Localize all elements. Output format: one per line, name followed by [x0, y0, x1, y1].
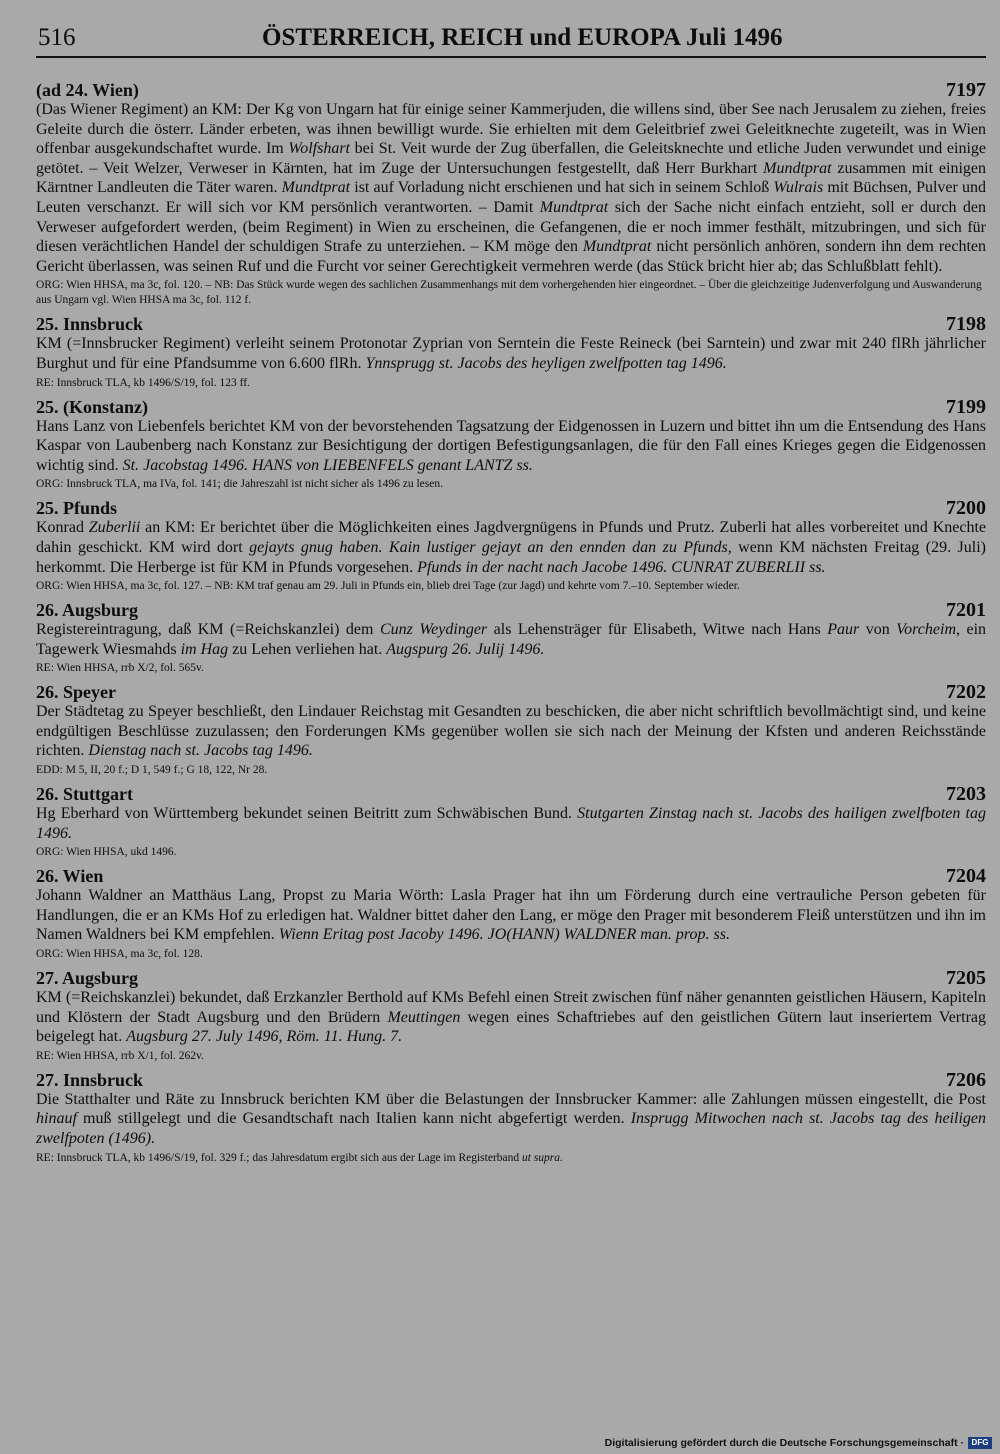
text-segment: Die Statthalter und Räte zu Innsbruck berichten KM über die Belastungen der Innsbrucker Kammer: alle Zahlungen müssen eingestellt, die Post: [36, 1090, 986, 1108]
italic-text-segment: im Hag: [180, 640, 229, 658]
source-segment: ORG: Wien HHSA, ukd 1496.: [36, 846, 177, 859]
entry-header: [36, 784, 986, 804]
entry-header: [36, 968, 986, 988]
italic-text-segment: Mundtprat: [763, 159, 832, 177]
regest-entry: [36, 600, 986, 676]
entry-date-place: 26. Wien: [36, 866, 104, 887]
italic-text-segment: Insprugg Mitwochen nach st. Jacobs tag des heiligen zwelfpoten (1496).: [36, 1110, 987, 1147]
entry-source: [36, 947, 986, 962]
entry-number: 7206: [946, 1068, 986, 1091]
italic-text-segment: Dienstag nach st. Jacobs tag 1496.: [88, 742, 313, 760]
italic-text-segment: Stutgarten Zinstag nach st. Jacobs des hailigen zwelfboten tag 1496.: [36, 805, 986, 842]
entry-number: 7198: [946, 313, 986, 336]
regest-entry: [36, 866, 986, 962]
entry-summary: [36, 417, 986, 476]
italic-text-segment: Ynnsprugg st. Jacobs des heyligen zwelfpotten tag 1496.: [365, 354, 727, 372]
text-segment: Der Städtetag zu Speyer beschließt, den Lindauer Reichstag mit Gesandten zu beschicken, die aber nicht schriftlich bevollmächtigt sind, und keine endgültigen Beschlüsse zuzulassen; den Forderungen KMs gegenüber wollen sie sich nach der Meinung der Kfsten und anderen Reichsstände richten.: [36, 703, 986, 760]
entry-number: 7204: [946, 865, 986, 888]
entry-date-place: 26. Stuttgart: [36, 784, 133, 805]
page-number: 516: [38, 24, 76, 51]
entry-header: [36, 1070, 986, 1090]
text-segment: Hans Lanz von Liebenfels berichtet KM von der bevorstehenden Tagsatzung der Eidgenossen in Luzern und bittet ihn um die Entsendung des Hans Kaspar von Laubenberg nach Konstanz zur Besichtigung der dortigen Befestigungsanlagen, die für den Fall eines Krieges gegen die Eidgenossen wichtig sind.: [36, 417, 986, 474]
italic-text-segment: Augspurg 26. Julij 1496.: [386, 640, 545, 658]
italic-text-segment: Mundtprat: [539, 198, 609, 216]
italic-text-segment: Paur: [827, 621, 860, 639]
text-segment: Konrad: [36, 519, 89, 537]
text-segment: nicht persönlich anhören, sondern ihn dem rechten Gericht überlassen, was seinen Ruf und die Furcht vor seiner Gerechtigkeit vermehren werde (das Stück bricht hier ab; das Schlußblatt fehlt).: [36, 238, 986, 275]
entry-header: [36, 600, 986, 620]
entry-date-place: 25. Pfunds: [36, 498, 118, 519]
text-segment: zu Lehen verliehen hat.: [228, 640, 387, 658]
italic-text-segment: Wulrais: [773, 179, 824, 197]
entry-summary: [36, 100, 986, 276]
entry-summary: [36, 702, 986, 761]
entry-number: 7200: [946, 497, 986, 520]
italic-text-segment: Vorcheim: [896, 621, 957, 639]
entry-source: [36, 376, 986, 391]
text-segment: KM (=Reichskanzlei) bekundet, daß Erzkanzler Berthold auf KMs Befehl einen Streit zwischen fünf näher genannten geistlichen Häusern, Kapiteln und Klöstern der Stadt Augsburg und den Brüdern: [36, 989, 986, 1026]
italic-text-segment: Wolfshart: [288, 140, 350, 158]
entry-source: [36, 1049, 986, 1064]
page-footer: [605, 1436, 992, 1450]
entry-date-place: 25. (Konstanz): [36, 396, 148, 417]
italic-text-segment: St. Jacobstag 1496. HANS von LIEBENFELS genant LANTZ ss.: [122, 456, 533, 474]
entry-source: [36, 763, 986, 778]
entry-source: [36, 1151, 986, 1166]
text-segment: , ein Tagewerk Wiesmahds: [36, 621, 987, 658]
text-segment: wenn KM nächsten Freitag (29. Juli) herkommt. Die Herberge ist für KM in Pfunds vorgesehen.: [36, 538, 986, 576]
source-segment: ORG: Wien HHSA, ma 3c, fol. 120. – NB: Das Stück wurde wegen des sachlichen Zusammenhangs mit dem vorhergehenden hier eingeordnet. – Über die gleichzeitige Judenverfolgung und Auswanderung aus Ungarn vgl. Wien HHSA ma 3c, fol. 112 f.: [36, 279, 982, 307]
text-segment: muß stillgelegt und die Gesandtschaft nach Italien kann nicht abgefertigt werden.: [76, 1110, 631, 1128]
source-segment: ORG: Innsbruck TLA, ma IVa, fol. 141; die Jahreszahl ist nicht sicher als 1496 zu lesen.: [36, 478, 443, 491]
italic-text-segment: Pfunds in der nacht nach Jacobe 1496. CUNRAT ZUBERLII ss.: [417, 558, 826, 576]
entry-summary: [36, 1090, 986, 1149]
entry-summary: [36, 518, 986, 577]
regest-entry: [36, 314, 986, 390]
entry-number: 7197: [946, 79, 986, 101]
entry-date-place: (ad 24. Wien): [36, 80, 139, 100]
page-header: [36, 22, 986, 58]
entry-date-place: 27. Innsbruck: [36, 1069, 144, 1090]
entry-summary: [36, 804, 986, 843]
source-segment: ORG: Wien HHSA, ma 3c, fol. 127. – NB: KM traf genau am 29. Juli in Pfunds ein, blieb drei Tage (zur Jagd) und kehrte vom 7.–10. September wieder.: [36, 580, 740, 593]
italic-text-segment: Mundtprat: [582, 238, 652, 256]
source-segment: RE: Innsbruck TLA, kb 1496/S/19, fol. 123 ff.: [36, 376, 250, 389]
italic-text-segment: Zuberlii: [88, 519, 141, 537]
italic-text-segment: Mundtprat: [281, 179, 351, 197]
entry-source: [36, 661, 986, 676]
entry-date-place: 26. Speyer: [36, 682, 116, 703]
entry-number: 7202: [946, 681, 986, 704]
entry-source: [36, 477, 986, 492]
text-segment: von: [859, 621, 897, 639]
italic-text-segment: Cunz Weydinger: [379, 621, 488, 639]
source-segment: RE: Wien HHSA, rrb X/1, fol. 262v.: [36, 1049, 204, 1062]
regest-entry: [36, 80, 986, 308]
entry-number: 7201: [946, 599, 986, 622]
entry-summary: [36, 620, 986, 659]
regest-entry: [36, 968, 986, 1064]
entry-number: 7199: [946, 395, 986, 418]
italic-text-segment: Augsburg 27. July 1496, Röm. 11. Hung. 7.: [126, 1028, 403, 1046]
text-segment: zusammen mit einigen Kärntner Landleuten die Täter waren.: [36, 159, 987, 197]
source-segment: ut supra.: [522, 1151, 563, 1164]
entry-number: 7203: [946, 783, 986, 806]
source-segment: ORG: Wien HHSA, ma 3c, fol. 128.: [36, 948, 203, 961]
entry-header: [36, 397, 986, 417]
entry-date-place: 25. Innsbruck: [36, 314, 144, 335]
regest-entry: [36, 1070, 986, 1166]
text-segment: (Das Wiener Regiment) an KM: Der Kg von Ungarn hat für einige seiner Kammerjuden, die willens sind, über See nach Jerusalem zu ziehen, freies Geleite durch die österr. Länder erbeten, was ihnen bewilligt wurde. Sie erhielten mit dem Geleitbrief zwei Geleitknechte zugeteilt, was in Wien offenbar ausgekundschaftet wurde. Im: [36, 101, 986, 158]
text-segment: mit Büchsen, Pulver und Leuten verschanzt. Er will sich vor KM persönlich verantworten. – Damit: [36, 179, 986, 216]
text-segment: als Lehensträger für Elisabeth, Witwe nach Hans: [487, 621, 828, 639]
regest-entry: [36, 397, 986, 493]
entry-header: [36, 80, 986, 100]
regest-entry: [36, 498, 986, 594]
entry-number: 7205: [946, 967, 986, 990]
entry-header: [36, 314, 986, 334]
text-segment: Hg Eberhard von Württemberg bekundet seinen Beitritt zum Schwäbischen Bund.: [36, 805, 578, 823]
entry-summary: [36, 886, 986, 945]
regest-entry: [36, 784, 986, 860]
text-segment: sich der Sache nicht einfach entzieht, soll er durch den Verweser aufgefordert werden, (beim Regiment) in Wien zu erscheinen, die Gefangenen, die er noch immer festhält, mitzubringen, und sich für diesen verächtlichen Handel der schuldigen Strafe zu unterziehen. – KM möge den: [36, 198, 986, 256]
text-segment: wegen eines Schaftriebes auf den geistlichen Gütern laut inseriertem Vertrag beigelegt hat.: [36, 1008, 987, 1046]
italic-text-segment: Wienn Eritag post Jacoby 1496. JO(HANN) WALDNER man. prop. ss.: [278, 926, 730, 944]
entry-date-place: 27. Augsburg: [36, 968, 139, 989]
text-segment: KM (=Innsbrucker Regiment) verleiht seinem Protonotar Zyprian von Serntein die Feste Reineck (bei Sarntein) und zwar mit 240 flRh jährlicher Burghut und für eine Pfandsumme von 6.600 flRh.: [36, 335, 986, 372]
entry-source: [36, 845, 986, 860]
italic-text-segment: hinauf: [36, 1110, 77, 1128]
source-segment: RE: Wien HHSA, rrb X/2, fol. 565v.: [36, 662, 204, 675]
text-segment: ist auf Vorladung nicht erschienen und hat sich in seinem Schloß: [350, 179, 774, 197]
entry-header: [36, 866, 986, 886]
italic-text-segment: Meuttingen: [387, 1008, 461, 1026]
entry-source: [36, 579, 986, 594]
dfg-logo: DFG: [968, 1437, 992, 1449]
entry-source: [36, 278, 986, 308]
text-segment: bei St. Veit wurde der Zug überfallen, die Geleitsknechte und etliche Juden verwundet und einige getötet. – Veit Welzer, Verweser in Kärnten, hat im Zuge der Untersuchungen festgestellt, daß Herr Burkhart: [36, 140, 986, 177]
entry-summary: [36, 334, 986, 373]
entry-date-place: 26. Augsburg: [36, 600, 139, 621]
entry-header: [36, 498, 986, 518]
text-segment: Johann Waldner an Matthäus Lang, Propst zu Maria Wörth: Lasla Prager hat ihn um Förderung durch eine vertrauliche Person gebeten für Handlungen, die er an KMs Hof zu erledigen hat. Waldner bittet daher den Lang, er möge den Prager mit besonderem Fleiß unterstützen und ihn im Namen Waldners bei KM empfehlen.: [36, 887, 986, 944]
entry-summary: [36, 988, 986, 1047]
italic-text-segment: gejayts gnug haben. Kain lustiger gejayt an den ennden dan zu Pfunds,: [249, 538, 732, 556]
regest-entry: [36, 682, 986, 778]
source-segment: EDD: M 5, II, 20 f.; D 1, 549 f.; G 18, 122, Nr 28.: [36, 764, 268, 777]
regest-entries: [36, 80, 986, 1172]
text-segment: an KM: Er berichtet über die Möglichkeiten eines Jagdvergnügens in Pfunds und Prutz. Zuberli hat alles vorbereitet und Knechte dahin geschickt. KM wird dort: [36, 519, 987, 556]
running-title: ÖSTERREICH, REICH und EUROPA: [262, 24, 682, 51]
text-segment: Registereintragung, daß KM (=Reichskanzlei) dem: [36, 621, 380, 639]
source-segment: RE: Innsbruck TLA, kb 1496/S/19, fol. 329 f.; das Jahresdatum ergibt sich aus der Lage im Registerband: [36, 1151, 523, 1164]
footer-text: Digitalisierung gefördert durch die Deutsche Forschungsgemeinschaft ·: [604, 1437, 964, 1449]
running-date: Juli 1496: [686, 24, 783, 51]
entry-header: [36, 682, 986, 702]
